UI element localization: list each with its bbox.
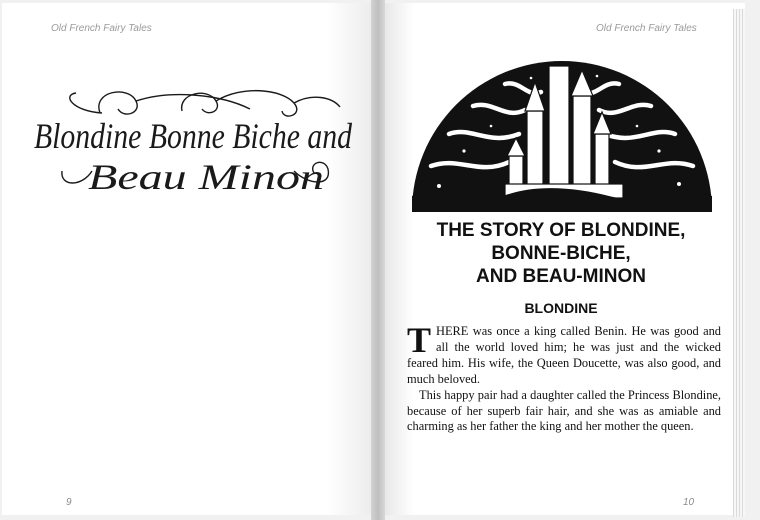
story-title-line: BONNE-BICHE,	[491, 243, 631, 264]
story-title	[385, 219, 737, 288]
castle-illustration	[409, 56, 715, 212]
calligraphic-title	[32, 83, 362, 203]
page-edge	[733, 9, 745, 517]
running-head: Old French Fairy Tales	[51, 23, 152, 34]
right-page[interactable]	[385, 3, 745, 515]
book-gutter	[371, 0, 385, 520]
paragraph-text: HERE was once a king called Benin. He was good and all the world loved him; he was just and the wicked feared him. His wife, the Queen Doucette, was also good, and much beloved.	[407, 324, 721, 386]
page-number: 10	[683, 497, 695, 508]
paragraph: This happy pair had a daughter called the Princess Blondine, because of her superb fair hair, and she was as amiable and charming as her father the king and her mother the queen.	[407, 387, 721, 434]
calligraphy-line-1: Blondine Bonne Biche and	[34, 116, 353, 156]
story-title-line: THE STORY OF BLONDINE,	[436, 220, 686, 241]
page-number: 9	[66, 497, 72, 508]
paragraph	[407, 320, 721, 388]
calligraphy-line-2: Beau Minon	[88, 157, 324, 197]
running-head: Old French Fairy Tales	[596, 23, 697, 34]
left-page[interactable]	[2, 3, 372, 515]
drop-cap: T	[407, 320, 432, 360]
story-title-line: AND BEAU-MINON	[476, 266, 646, 287]
story-body	[407, 320, 721, 435]
chapter-heading: BLONDINE	[524, 300, 598, 316]
